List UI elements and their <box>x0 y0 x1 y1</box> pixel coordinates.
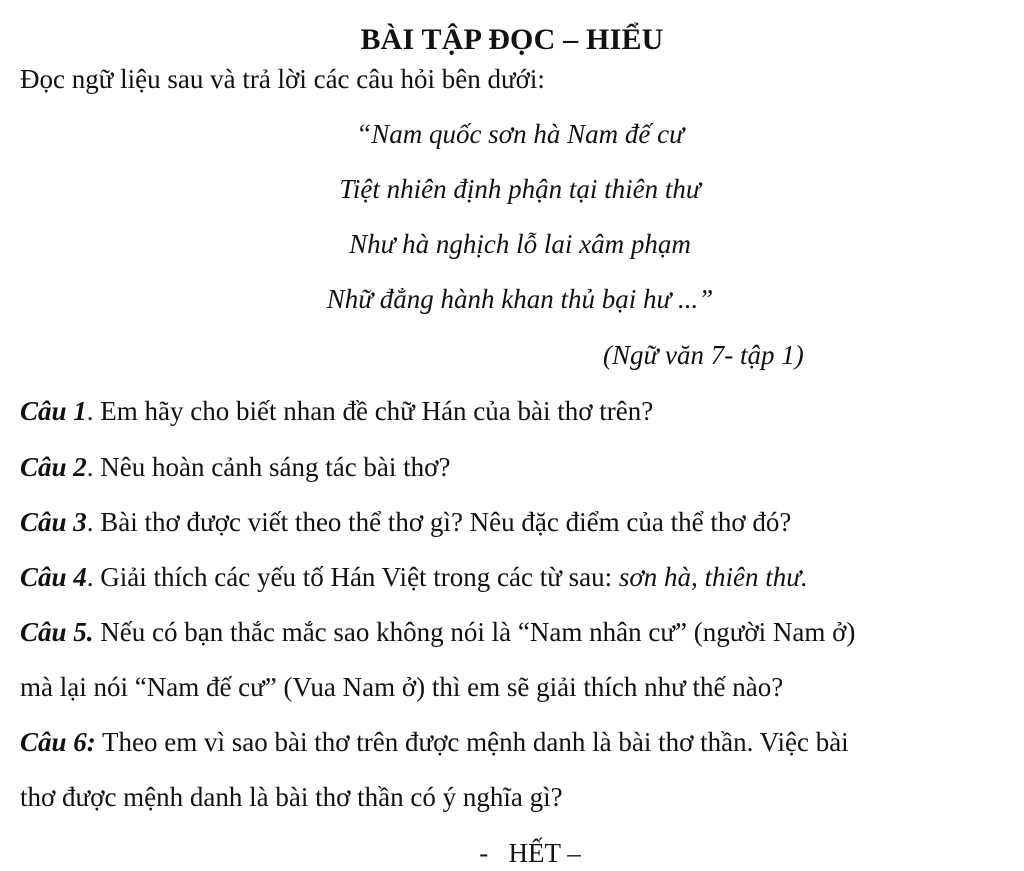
poem-line-2: Tiệt nhiên định phận tại thiên thư <box>339 174 701 204</box>
question-5 <box>20 615 855 649</box>
poem-source: (Ngữ văn 7- tập 1) <box>603 340 804 370</box>
question-4-text: . Giải thích các yếu tố Hán Việt trong các từ sau: <box>86 562 619 592</box>
question-3-text: . Bài thơ được viết theo thể thơ gì? Nêu đặc điểm của thể thơ đó? <box>86 507 792 537</box>
question-2 <box>20 450 450 484</box>
question-6-text: Theo em vì sao bài thơ trên được mệnh danh là bài thơ thần. Việc bài <box>95 727 849 757</box>
question-6-label: Câu 6: <box>20 727 96 757</box>
question-6-continuation: thơ được mệnh danh là bài thơ thần có ý nghĩa gì? <box>20 782 563 812</box>
end-marker: - HẾT – <box>479 838 581 868</box>
worksheet-title: BÀI TẬP ĐỌC – HIỂU <box>360 23 664 56</box>
question-1-text: . Em hãy cho biết nhan đề chữ Hán của bài thơ trên? <box>86 396 654 426</box>
question-5-continuation: mà lại nói “Nam đế cư” (Vua Nam ở) thì em sẽ giải thích như thế nào? <box>20 672 784 702</box>
question-4-label: Câu 4 <box>20 562 87 592</box>
poem-line-1: “Nam quốc sơn hà Nam đế cư <box>356 119 684 149</box>
question-2-label: Câu 2 <box>20 452 87 482</box>
question-4-terms: sơn hà, thiên thư. <box>618 562 808 592</box>
question-3 <box>20 505 791 539</box>
question-2-text: . Nêu hoàn cảnh sáng tác bài thơ? <box>86 452 451 482</box>
poem-line-4: Nhữ đẳng hành khan thủ bại hư ...” <box>326 284 714 314</box>
question-4 <box>20 560 808 594</box>
question-1-label: Câu 1 <box>20 396 87 426</box>
question-1 <box>20 394 653 428</box>
question-5-text: Nếu có bạn thắc mắc sao không nói là “Nam nhân cư” (người Nam ở) <box>93 617 856 647</box>
question-3-label: Câu 3 <box>20 507 87 537</box>
instruction-text: Đọc ngữ liệu sau và trả lời các câu hỏi bên dưới: <box>20 64 545 94</box>
poem-line-3: Như hà nghịch lỗ lai xâm phạm <box>349 229 691 259</box>
question-6 <box>20 725 849 759</box>
question-5-label: Câu 5. <box>20 617 94 647</box>
